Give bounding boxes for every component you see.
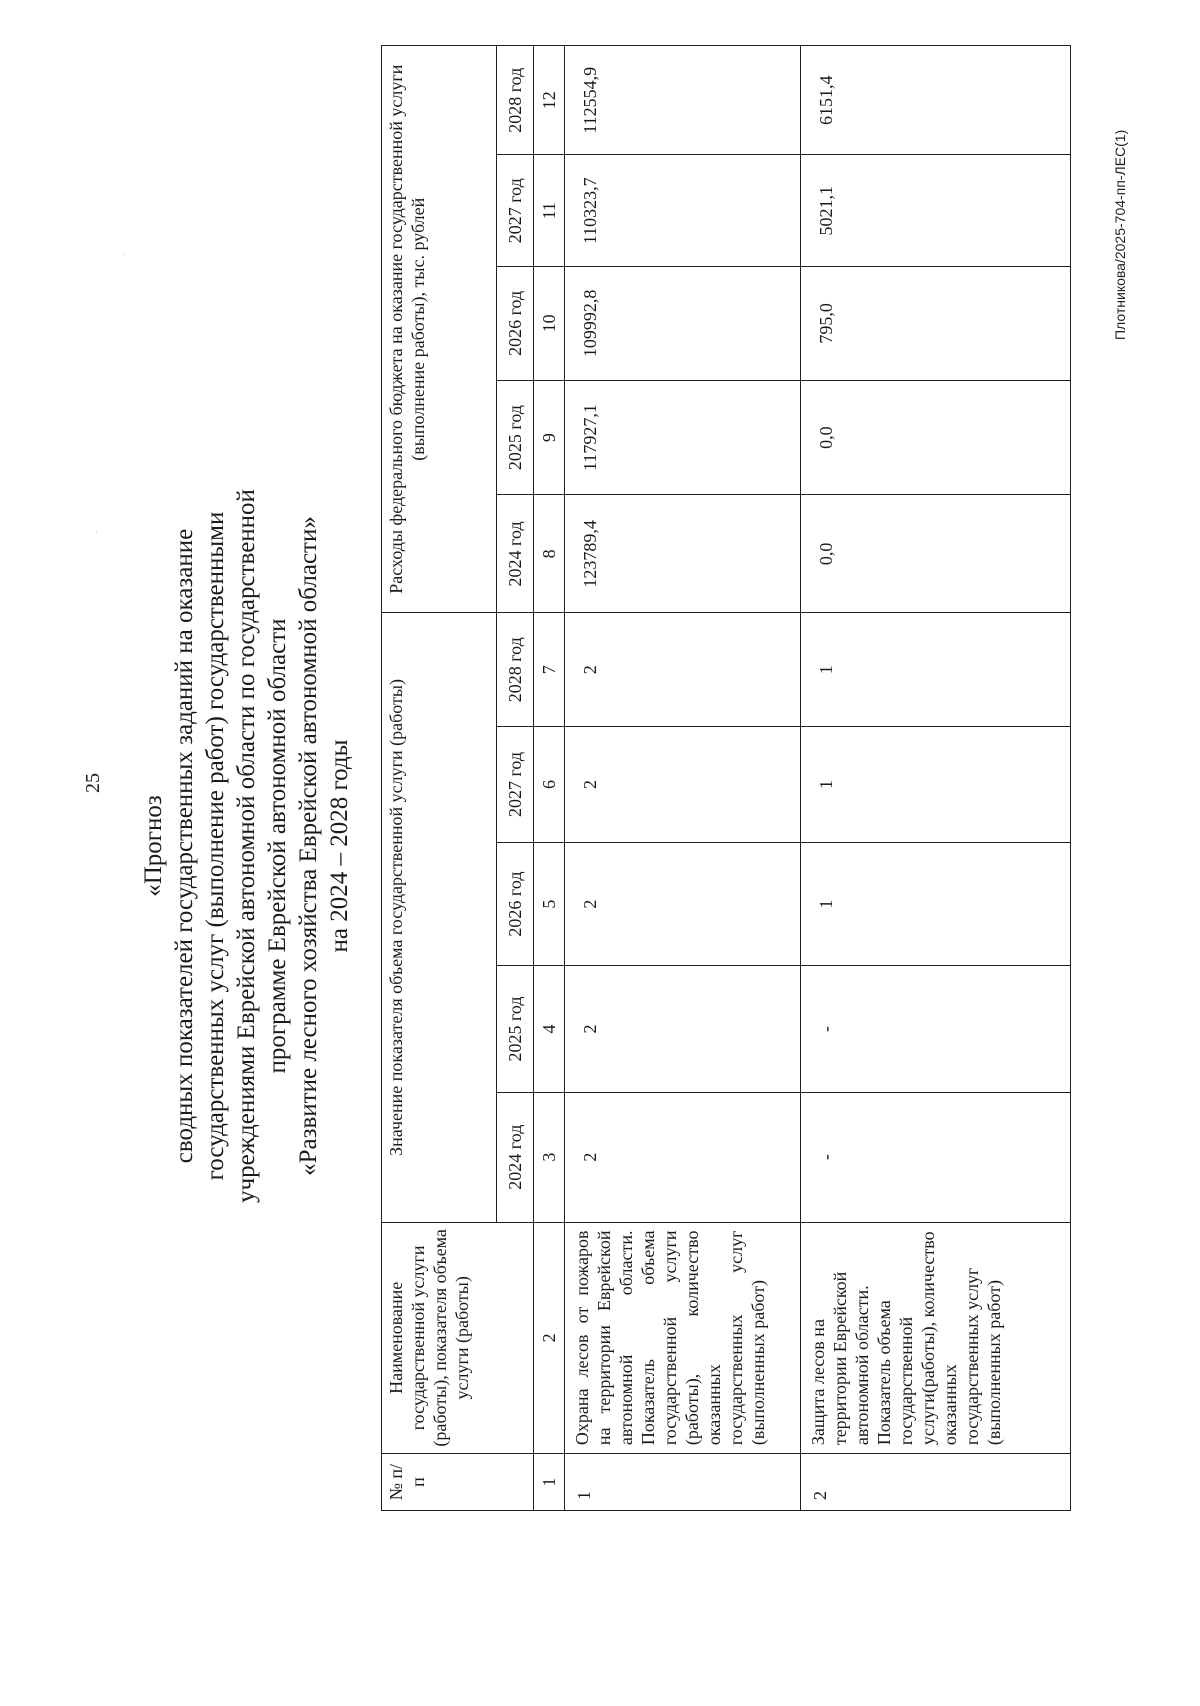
volume-value: 2 [565,842,801,965]
header-volume-group: Значение показателя объема государственной услуги (работы) [382,613,497,1222]
page-number: 25 [82,773,104,793]
column-number: 2 [534,1222,565,1454]
title-line: на 2024 – 2028 годы [326,739,353,953]
row-name: Защита лесов на территории Еврейской автономной области. Показатель объема государственной услуги(работы), количество оказанных государственных услуг (выполненных работ) [801,1222,1071,1454]
column-number: 11 [534,155,565,267]
row-num: 1 [565,1454,801,1511]
forecast-table-frame [381,45,1070,1511]
header-year: 2024 год [497,1092,534,1222]
volume-value: 2 [565,727,801,843]
header-year: 2026 год [497,842,534,965]
column-number: 10 [534,267,565,381]
scan-speck: · [120,252,131,256]
table-row [801,46,1071,1511]
expense-value: 112554,9 [565,46,801,155]
expense-value: 0,0 [801,380,1071,495]
title-line: государственных услуг (выполнение работ) государственными [202,511,229,1181]
column-number: 1 [534,1454,565,1511]
column-number: 5 [534,842,565,965]
expense-value: 110323,7 [565,155,801,267]
title-line: «Прогноз [140,795,167,897]
expense-value: 117927,1 [565,380,801,495]
title-line: программе Еврейской автономной области [264,618,291,1074]
title-line: учреждениями Еврейской автономной области по государственной [233,489,260,1203]
scan-speck: · [92,530,103,534]
column-number-row [534,46,565,1511]
row-num: 2 [801,1454,1071,1511]
column-number: 4 [534,966,565,1093]
expense-value: 795,0 [801,267,1071,381]
header-year: 2028 год [497,613,534,727]
volume-value: 1 [801,727,1071,843]
column-number: 8 [534,495,565,613]
table-row [565,46,801,1511]
expense-value: 123789,4 [565,495,801,613]
header-num: № п/п [382,1454,534,1511]
volume-value: 2 [565,613,801,727]
expense-value: 109992,8 [565,267,801,381]
title-line: «Развитие лесного хозяйства Еврейской автономной области» [295,516,322,1176]
forecast-table [381,45,1071,1511]
header-year: 2027 год [497,155,534,267]
volume-value: 1 [801,842,1071,965]
document-code: Плотникова/2025-704-пп-ЛЕС(1) [1112,129,1128,340]
expense-value: 0,0 [801,495,1071,613]
header-year: 2024 год [497,495,534,613]
title-line: сводных показателей государственных заданий на оказание [171,528,198,1164]
column-number: 12 [534,46,565,155]
header-name: Наименование государственной услуги (работы), показателя объема услуги (работы) [382,1222,534,1454]
expense-value: 6151,4 [801,46,1071,155]
volume-value: - [801,1092,1071,1222]
volume-value: 2 [565,1092,801,1222]
header-year: 2028 год [497,46,534,155]
header-year: 2027 год [497,727,534,843]
header-year: 2026 год [497,267,534,381]
row-name: Охрана лесов от пожаров на территории Еврейской автономной области. Показатель объема государственной услуги (работы), количество оказанных государственных услуг (выполненных работ) [565,1222,801,1454]
column-number: 6 [534,727,565,843]
column-number: 9 [534,380,565,495]
header-year: 2025 год [497,380,534,495]
volume-value: 1 [801,613,1071,727]
header-expense-group: Расходы федерального бюджета на оказание государственной услуги (выполнение работы), тыс. рублей [382,46,497,613]
document-title [138,456,355,1236]
volume-value: 2 [565,966,801,1093]
volume-value: - [801,966,1071,1093]
column-number: 3 [534,1092,565,1222]
expense-value: 5021,1 [801,155,1071,267]
column-number: 7 [534,613,565,727]
header-year: 2025 год [497,966,534,1093]
